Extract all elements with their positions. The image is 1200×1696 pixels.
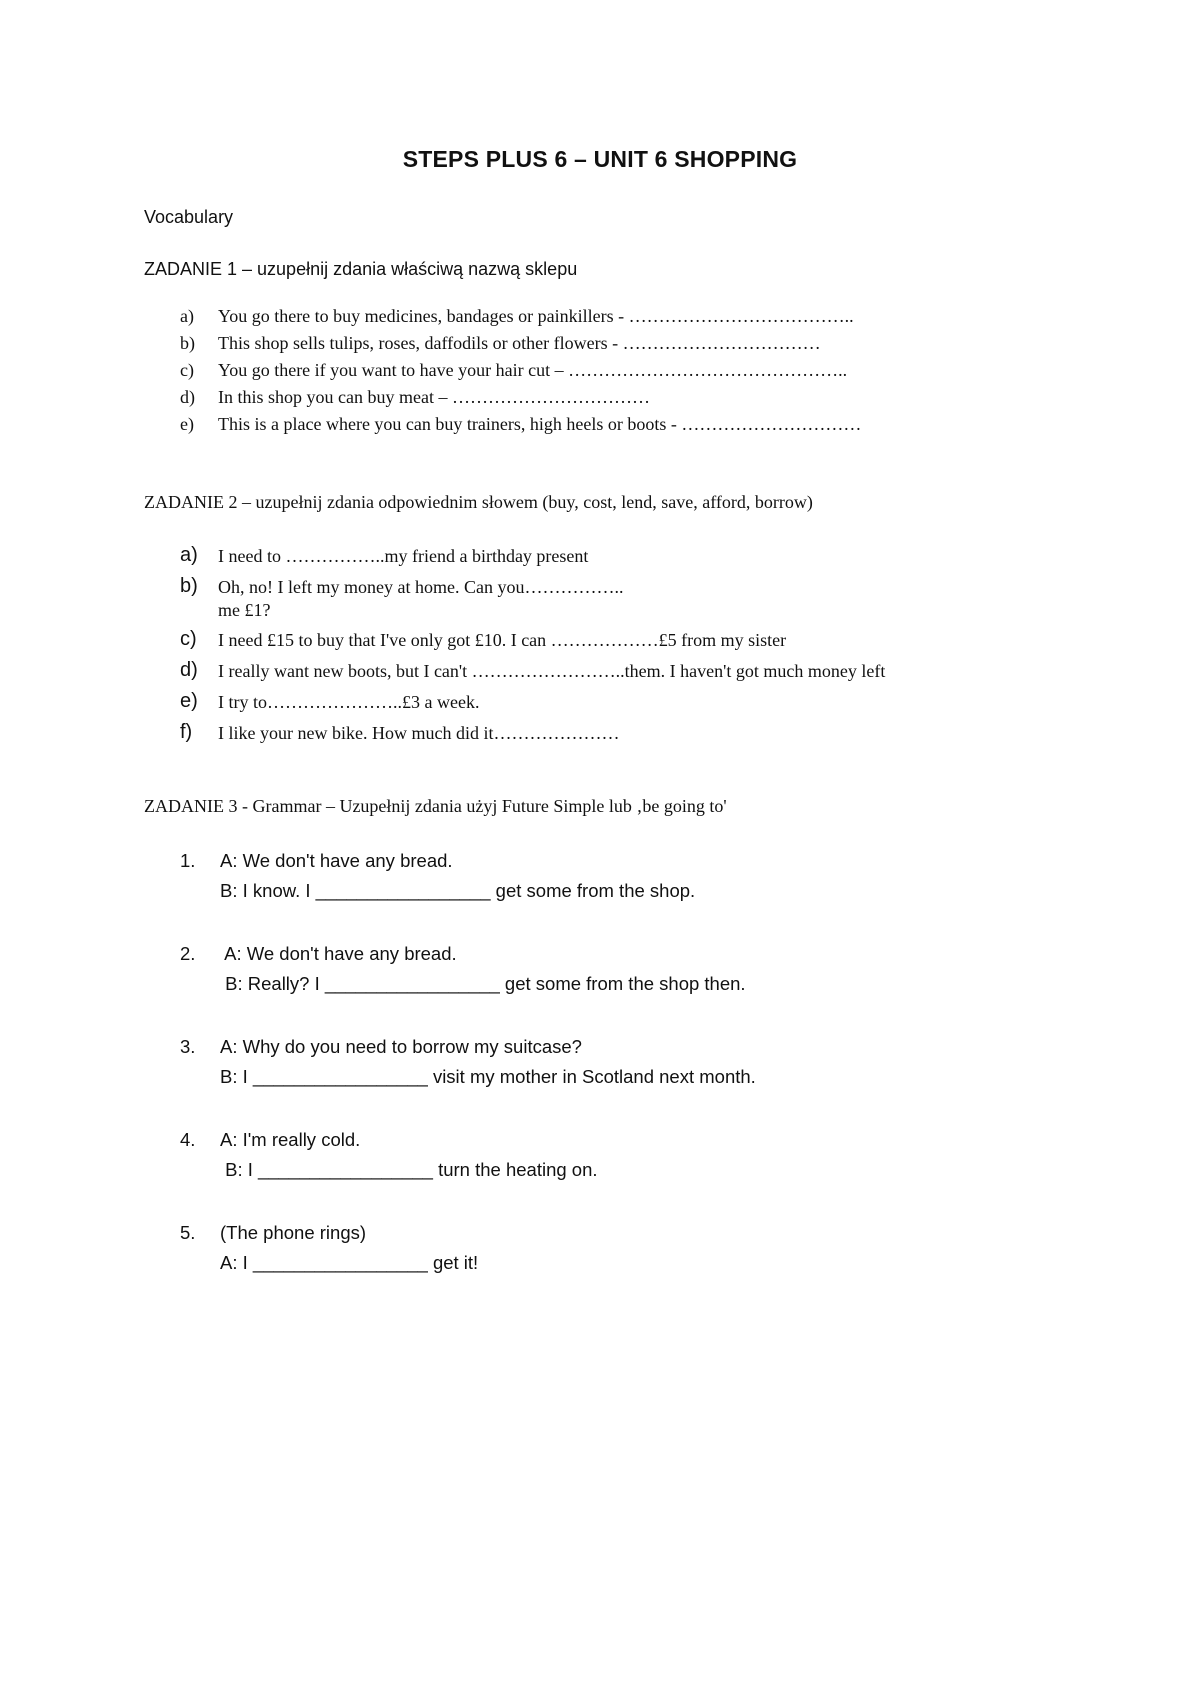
item-number: 2. <box>180 943 196 964</box>
list-item <box>144 333 861 360</box>
task1-list <box>144 306 861 441</box>
item-text: You go there to buy medicines, bandages or painkillers - ……………………………….. <box>218 306 854 326</box>
task3-heading: ZADANIE 3 - Grammar – Uzupełnij zdania użyj Future Simple lub ‚be going to' <box>144 796 727 816</box>
item-label: e) <box>180 690 198 712</box>
vocabulary-label: Vocabulary <box>144 207 234 227</box>
list-item <box>144 655 885 686</box>
list-item <box>144 717 885 748</box>
dialogue-line-a: A: I'm really cold. <box>220 1129 361 1150</box>
item-text: I need £15 to buy that I've only got £10. I can ………………£5 from my sister <box>218 630 787 650</box>
list-item <box>144 360 861 387</box>
item-label: c) <box>180 628 197 650</box>
item-label: c) <box>180 360 194 380</box>
item-text: I like your new bike. How much did it………………… <box>218 723 620 743</box>
dialogue-line-b: B: Really? I _________________ get some from the shop then. <box>220 973 746 994</box>
list-item <box>144 1125 756 1218</box>
item-label: e) <box>180 414 194 434</box>
list-item <box>144 1218 756 1311</box>
item-text: I really want new boots, but I can't ……………………..them. I haven't got much money left <box>218 661 886 681</box>
dialogue-line-b: B: I _________________ turn the heating on. <box>220 1159 598 1180</box>
page-title: STEPS PLUS 6 – UNIT 6 SHOPPING <box>402 146 798 172</box>
list-item <box>144 846 756 939</box>
task3-list <box>144 846 756 1311</box>
dialogue-line-b: B: I _________________ visit my mother in Scotland next month. <box>220 1066 756 1087</box>
dialogue-line-a: (The phone rings) <box>220 1222 367 1243</box>
task2-list <box>144 540 885 748</box>
item-text: This is a place where you can buy trainers, high heels or boots - ………………………… <box>218 414 862 434</box>
item-number: 3. <box>180 1036 196 1057</box>
item-label: d) <box>180 387 195 407</box>
list-item <box>144 686 885 717</box>
item-number: 1. <box>180 850 196 871</box>
item-continuation: me £1? <box>218 600 271 620</box>
list-item <box>144 540 885 571</box>
item-label: b) <box>180 333 195 353</box>
item-label: a) <box>180 544 198 566</box>
dialogue-line-b: B: I know. I _________________ get some from the shop. <box>220 880 696 901</box>
list-item <box>144 939 756 1032</box>
list-item <box>144 387 861 414</box>
item-label: a) <box>180 306 194 326</box>
item-text: I need to ……………..my friend a birthday present <box>218 546 589 566</box>
dialogue-line-a: A: We don't have any bread. <box>220 850 453 871</box>
item-number: 4. <box>180 1129 196 1150</box>
item-text: Oh, no! I left my money at home. Can you…………….. <box>218 577 624 597</box>
list-item <box>144 624 885 655</box>
item-number: 5. <box>180 1222 196 1243</box>
item-text: In this shop you can buy meat – …………………………… <box>218 387 650 407</box>
item-text: This shop sells tulips, roses, daffodils or other flowers - …………………………… <box>218 333 821 353</box>
item-label: b) <box>180 575 198 597</box>
dialogue-line-a: A: We don't have any bread. <box>220 943 457 964</box>
task1-heading: ZADANIE 1 – uzupełnij zdania właściwą nazwą sklepu <box>144 259 578 279</box>
item-label: d) <box>180 659 198 681</box>
task2-heading: ZADANIE 2 – uzupełnij zdania odpowiednim słowem (buy, cost, lend, save, afford, borrow) <box>144 492 813 512</box>
list-item <box>144 414 861 441</box>
item-text: You go there if you want to have your hair cut – ……………………………………….. <box>218 360 848 380</box>
list-item <box>144 1032 756 1125</box>
dialogue-line-b: A: I _________________ get it! <box>220 1252 479 1273</box>
item-text: I try to…………………..£3 a week. <box>218 692 480 712</box>
dialogue-line-a: A: Why do you need to borrow my suitcase? <box>220 1036 582 1057</box>
list-item <box>144 306 861 333</box>
item-label: f) <box>180 721 193 743</box>
